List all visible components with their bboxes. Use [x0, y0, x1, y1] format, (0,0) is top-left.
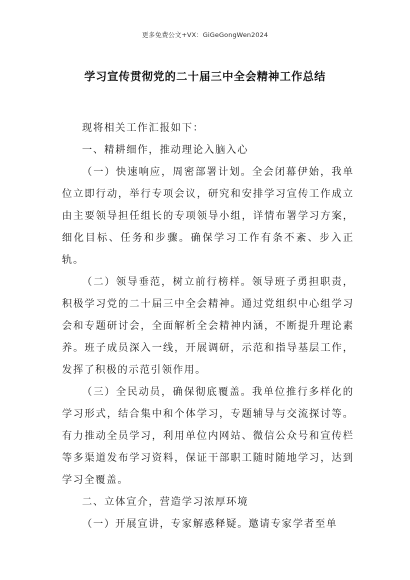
section-heading: 二、立体宣介，营造学习浓厚环境 — [82, 497, 249, 508]
paragraph: （一）快速响应，周密部署计划。全会闭幕伊始，我单位立即行动，举行专项会议，研究和安排学习宣传工作成立由主要领导担任组长的专项领导小组，详情布署学习方案，细化目标、任务和步骤。确保学习工作有条不紊、步入正轨。 — [62, 167, 354, 266]
document-body — [62, 118, 354, 536]
header-note: 更多免费公文+VX：GiGeGongWen2024 — [141, 31, 269, 39]
section-heading: 一、精耕细作，推动理论入脑入心 — [82, 145, 249, 156]
paragraph-intro: 现将相关工作汇报如下： — [82, 123, 205, 134]
paragraph: （三）全民动员，确保彻底覆盖。我单位推行多样化的学习形式，结合集中和个体学习，专题辅导与交流探讨等。有力推动全员学习，利用单位内网站、微信公众号和宣传栏等多渠道发布学习资料，保证干部职工随时随地学习，达到学习全覆盖。 — [62, 387, 354, 486]
paragraph: （一）开展宣讲，专家解惑释疑。邀请专家学者至单 — [82, 519, 338, 530]
document-title: 学习宣传贯彻党的二十届三中全会精神工作总结 — [84, 70, 326, 83]
paragraph: （二）领导垂范，树立前行榜样。领导班子勇担职责，积极学习党的二十届三中全会精神。通过党组织中心组学习会和专题研讨会，全面解析全会精神内涵，不断提升理论素养。班子成员深入一线，开展调研，示范和指导基层工作，发挥了积极的示范引领作用。 — [62, 277, 354, 376]
